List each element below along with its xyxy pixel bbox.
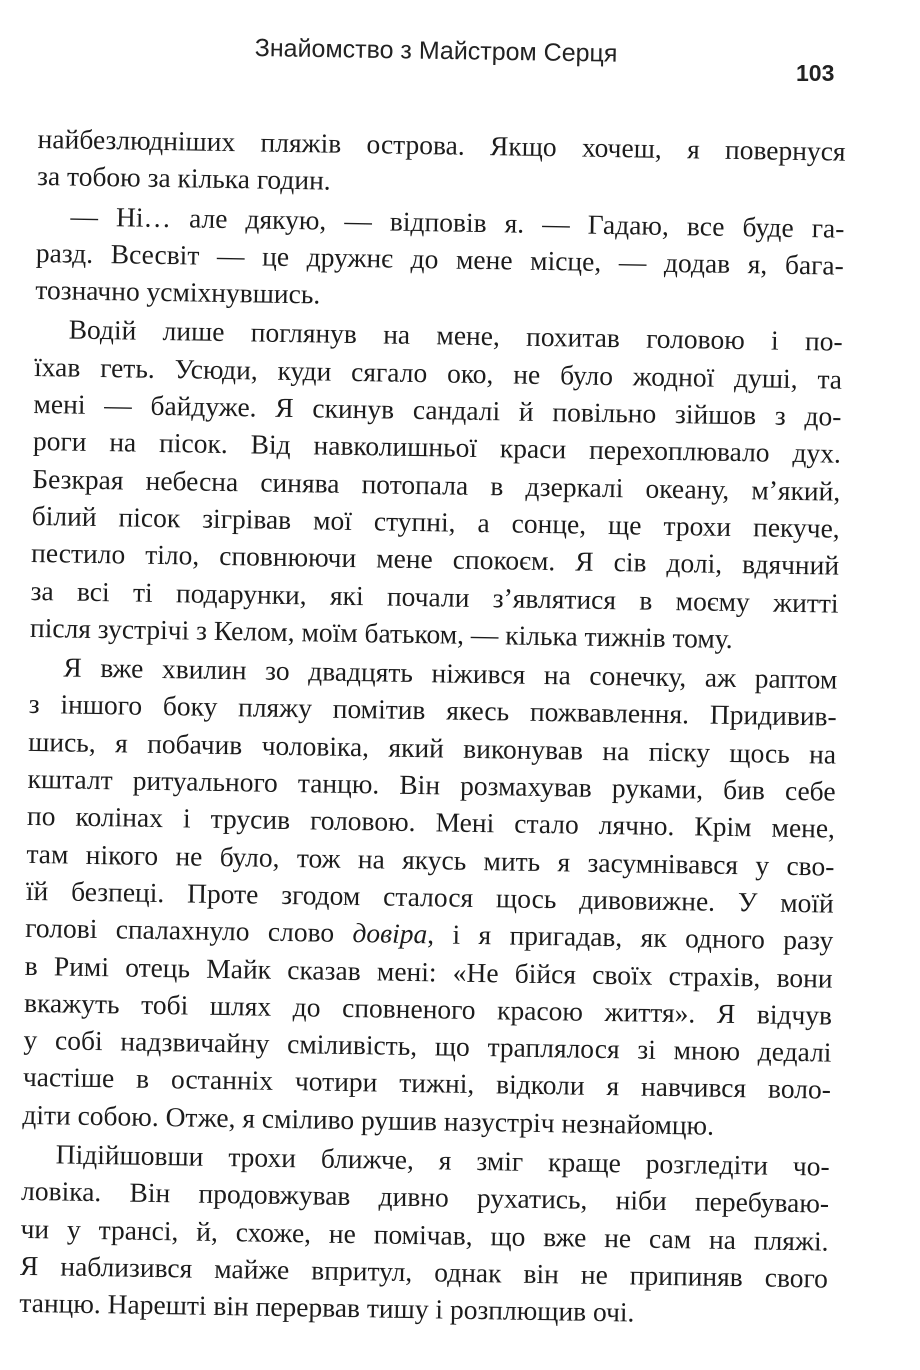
- paragraph: [35, 197, 845, 322]
- text-line: там нікого не було, тож на якусь мить я засумнівався у сво-: [26, 837, 835, 882]
- text-line: чи у трансі, й, схоже, не помічав, що вже не сам на пляжі.: [20, 1212, 829, 1257]
- text-line: шись, я побачив чоловіка, який виконував на піску щось на: [27, 725, 837, 770]
- text-line: діти собою. Отже, я сміливо рушив назустріч незнайомцю.: [22, 1098, 715, 1141]
- text-segment: , і я пригадав, як одного разу: [427, 918, 834, 956]
- text-segment: голові спалахнуло слово: [25, 912, 353, 949]
- text-line: білий пісок зігрівав мої ступні, а сонце, ще трохи пекуче,: [31, 499, 840, 544]
- body-text: [19, 120, 846, 1336]
- text-line: — Ні… але дякую, — відповів я. — Гадаю, все буде га-: [70, 200, 845, 244]
- paragraph: [30, 310, 843, 658]
- text-line: в Римі отець Майк сказав мені: «Не бійся своїх страхів, вони: [24, 949, 833, 994]
- text-line: Водій лише поглянув на мене, похитав головою і по-: [68, 313, 843, 358]
- paragraph: [37, 120, 846, 207]
- paragraph: [19, 1135, 830, 1334]
- text-line: мені — байдуже. Я скинув сандалі й повільно зійшов з до-: [33, 388, 842, 432]
- text-line: Безкрая небесна синява потопала в дзеркалі океану, м’який,: [32, 462, 841, 507]
- text-line: роги на пісок. Від навколишньої краси перехоплювало дух.: [32, 425, 842, 470]
- text-line: Я наблизився майже впритул, однак він не припиняв свого: [19, 1249, 829, 1294]
- text-line: їй безпеці. Проте згодом сталося щось дивовижне. У моїй: [25, 874, 835, 919]
- italic-word: довіра: [352, 917, 428, 950]
- text-line: кшталт ритуального танцю. Він розмахував руками, бив себе: [27, 762, 836, 807]
- text-line: Я вже хвилин зо двадцять ніжився на сонечку, аж раптом: [63, 651, 838, 695]
- text-line: ловіка. Він продовжував дивно рухатись, ніби перебуваю-: [20, 1175, 830, 1219]
- text-line: з іншого боку пляжу помітив якесь пожвавлення. Придивив-: [28, 688, 837, 733]
- paragraph: [22, 648, 838, 1145]
- text-line: за тобою за кілька годин.: [36, 160, 331, 196]
- text-line: танцю. Нарешті він перервав тишу і розплющив очі.: [19, 1287, 635, 1328]
- text-line: Підійшовши трохи ближче, я зміг краще розгледіти чо-: [55, 1138, 830, 1182]
- page-number: 103: [796, 60, 835, 86]
- text-line: по колінах і трусив головою. Мені стало лячно. Крім мене,: [26, 800, 836, 844]
- text-line: за всі ті подарунки, які почали з’являтися в моєму житті: [30, 574, 839, 619]
- text-line: у собі надзвичайну сміливість, що траплялося зі мною дедалі: [23, 1024, 832, 1068]
- text-line: разд. Всесвіт — це дружнє до мене місце, — додав я, бага-: [35, 236, 845, 281]
- text-line: вкажуть тобі шлях до сповненого красою життя». Я відчув: [23, 986, 833, 1031]
- text-line: найбезлюдніших пляжів острова. Якщо хочеш, я повернуся: [37, 122, 846, 167]
- text-line: частіше в останніх чотири тижні, відколи я навчився воло-: [22, 1061, 832, 1105]
- text-line: тозначно усміхнувшись.: [35, 274, 321, 310]
- text-line: після зустрічі з Келом, моїм батьком, — кілька тижнів тому.: [29, 611, 733, 654]
- text-line: пестило тіло, сповнюючи мене спокоєм. Я сів долі, вдячний: [30, 537, 840, 581]
- text-line: їхав геть. Усюди, куди сягало око, не було жодної душі, та: [33, 350, 843, 395]
- running-title: Знайомство з Майстром Серця: [254, 34, 618, 68]
